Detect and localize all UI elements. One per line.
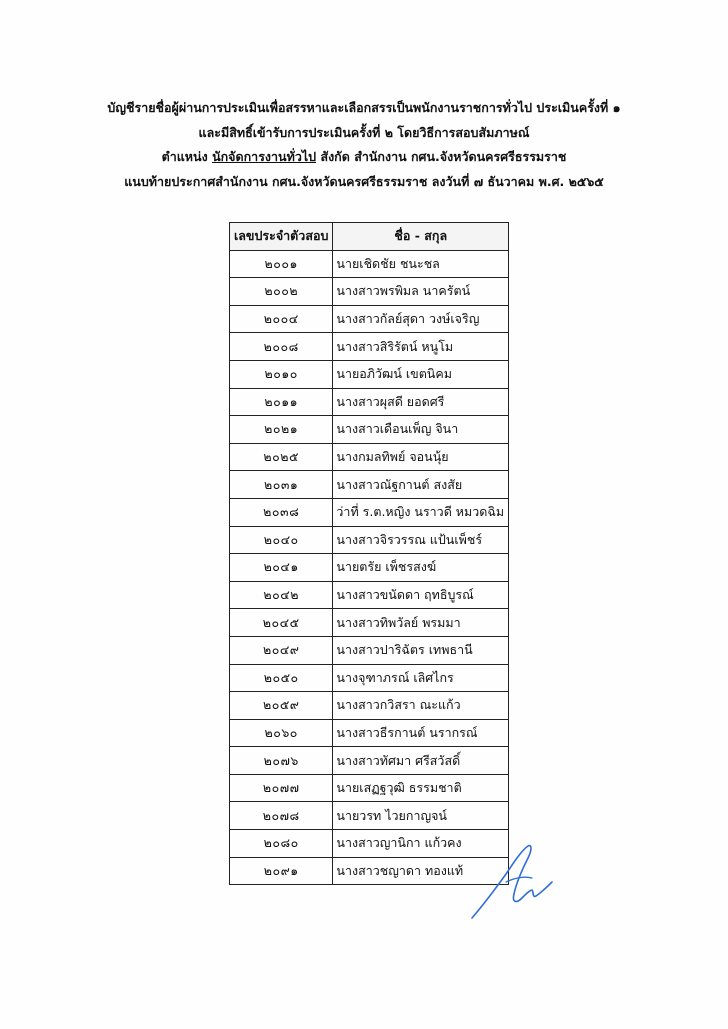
exam-id-cell: ๒๐๐๘ <box>230 333 333 361</box>
header-line-3 <box>0 145 728 170</box>
signature-stroke <box>472 846 552 918</box>
full-name-cell: นางกมลทิพย์ จอนนุ้ย <box>333 443 509 471</box>
exam-id-cell: ๒๐๐๔ <box>230 305 333 333</box>
table-row <box>230 250 509 278</box>
table-row <box>230 692 509 720</box>
full-name-cell: นางจุฑาภรณ์ เลิศไกร <box>333 664 509 692</box>
table-row <box>230 554 509 582</box>
full-name-cell: นางสาวญานิกา แก้วคง <box>333 830 509 858</box>
exam-id-cell: ๒๐๔๙ <box>230 636 333 664</box>
full-name-cell: นายอภิวัฒน์ เขตนิคม <box>333 360 509 388</box>
table-row <box>230 360 509 388</box>
full-name-cell: นางสาวกัลย์สุดา วงษ์เจริญ <box>333 305 509 333</box>
column-header-full-name: ชื่อ - สกุล <box>333 223 509 251</box>
exam-id-cell: ๒๐๗๖ <box>230 747 333 775</box>
header-line-4: แนบท้ายประกาศสำนักงาน กศน.จังหวัดนครศรีธรรมราช ลงวันที่ ๗ ธันวาคม พ.ศ. ๒๕๖๕ <box>124 173 604 189</box>
exam-id-cell: ๒๐๒๕ <box>230 443 333 471</box>
document-header <box>0 96 728 194</box>
full-name-cell: นางสาวเดือนเพ็ญ จินา <box>333 416 509 444</box>
exam-id-cell: ๒๐๙๑ <box>230 857 333 885</box>
full-name-cell: นางสาวทิพวัลย์ พรมมา <box>333 609 509 637</box>
table-row <box>230 747 509 775</box>
table-row <box>230 498 509 526</box>
full-name-cell: นายตรัย เพ็ชรสงฆ์ <box>333 554 509 582</box>
header-line-2: และมีสิทธิ์เข้ารับการประเมินครั้งที่ ๒ โดยวิธีการสอบสัมภาษณ์ <box>198 124 530 140</box>
table-row <box>230 636 509 664</box>
exam-id-cell: ๒๐๗๘ <box>230 802 333 830</box>
full-name-cell: นางสาวทัศมา ศรีสวัสดิ์ <box>333 747 509 775</box>
position-title: นักจัดการงานทั่วไป <box>212 149 317 164</box>
full-name-cell: นายเชิดชัย ชนะชล <box>333 250 509 278</box>
table-row <box>230 416 509 444</box>
exam-id-cell: ๒๐๔๑ <box>230 554 333 582</box>
table-row <box>230 719 509 747</box>
exam-id-cell: ๒๐๗๗ <box>230 774 333 802</box>
position-label: ตำแหน่ง <box>161 149 208 164</box>
exam-id-cell: ๒๐๘๐ <box>230 830 333 858</box>
exam-id-cell: ๒๐๐๒ <box>230 278 333 306</box>
full-name-cell: นางสาวกวิสรา ณะแก้ว <box>333 692 509 720</box>
exam-id-cell: ๒๐๔๐ <box>230 526 333 554</box>
exam-id-cell: ๒๐๕๙ <box>230 692 333 720</box>
table-row <box>230 664 509 692</box>
exam-id-cell: ๒๐๓๑ <box>230 471 333 499</box>
exam-id-cell: ๒๐๖๐ <box>230 719 333 747</box>
handwritten-signature <box>462 838 557 924</box>
table-row <box>230 609 509 637</box>
full-name-cell: นางสาวขนัดดา ฤทธิบูรณ์ <box>333 581 509 609</box>
exam-id-cell: ๒๐๔๕ <box>230 609 333 637</box>
table-row <box>230 581 509 609</box>
full-name-cell: นางสาวสิริรัตน์ หนูโม <box>333 333 509 361</box>
candidate-table <box>229 222 509 885</box>
table-row <box>230 802 509 830</box>
full-name-cell: ว่าที่ ร.ต.หญิง นราวดี หมวดฉิม <box>333 498 509 526</box>
table-row <box>230 278 509 306</box>
table-row <box>230 471 509 499</box>
table-body <box>230 250 509 885</box>
column-header-exam-id: เลขประจำตัวสอบ <box>230 223 333 251</box>
exam-id-cell: ๒๐๑๐ <box>230 360 333 388</box>
exam-id-cell: ๒๐๓๘ <box>230 498 333 526</box>
table-row <box>230 388 509 416</box>
table-row <box>230 443 509 471</box>
header-line-1: บัญชีรายชื่อผู้ผ่านการประเมินเพื่อสรรหาและเลือกสรรเป็นพนักงานราชการทั่วไป ประเมินครั้งที่ ๑ <box>107 100 621 115</box>
table-header-row <box>230 223 509 251</box>
full-name-cell: นางสาวณัฐกานต์ สงสัย <box>333 471 509 499</box>
exam-id-cell: ๒๐๑๑ <box>230 388 333 416</box>
full-name-cell: นายเสฏฐวุฒิ ธรรมชาติ <box>333 774 509 802</box>
full-name-cell: นายวรท ไวยกาญจน์ <box>333 802 509 830</box>
affiliation: สังกัด สำนักงาน กศน.จังหวัดนครศรีธรรมราช <box>320 149 567 164</box>
table-row <box>230 333 509 361</box>
table-row <box>230 526 509 554</box>
full-name-cell: นางสาวจิรวรรณ แป้นเพ็ชร์ <box>333 526 509 554</box>
exam-id-cell: ๒๐๔๒ <box>230 581 333 609</box>
full-name-cell: นางสาวผุสดี ยอดศรี <box>333 388 509 416</box>
exam-id-cell: ๒๐๐๑ <box>230 250 333 278</box>
exam-id-cell: ๒๐๒๑ <box>230 416 333 444</box>
full-name-cell: นางสาวปาริฉัตร เทพธานี <box>333 636 509 664</box>
table-row <box>230 305 509 333</box>
full-name-cell: นางสาวธีรกานต์ นรากรณ์ <box>333 719 509 747</box>
full-name-cell: นางสาวพรพิมล นาครัตน์ <box>333 278 509 306</box>
table-row <box>230 774 509 802</box>
exam-id-cell: ๒๐๕๐ <box>230 664 333 692</box>
full-name-cell: นางสาวชญาดา ทองแท้ <box>333 857 509 885</box>
